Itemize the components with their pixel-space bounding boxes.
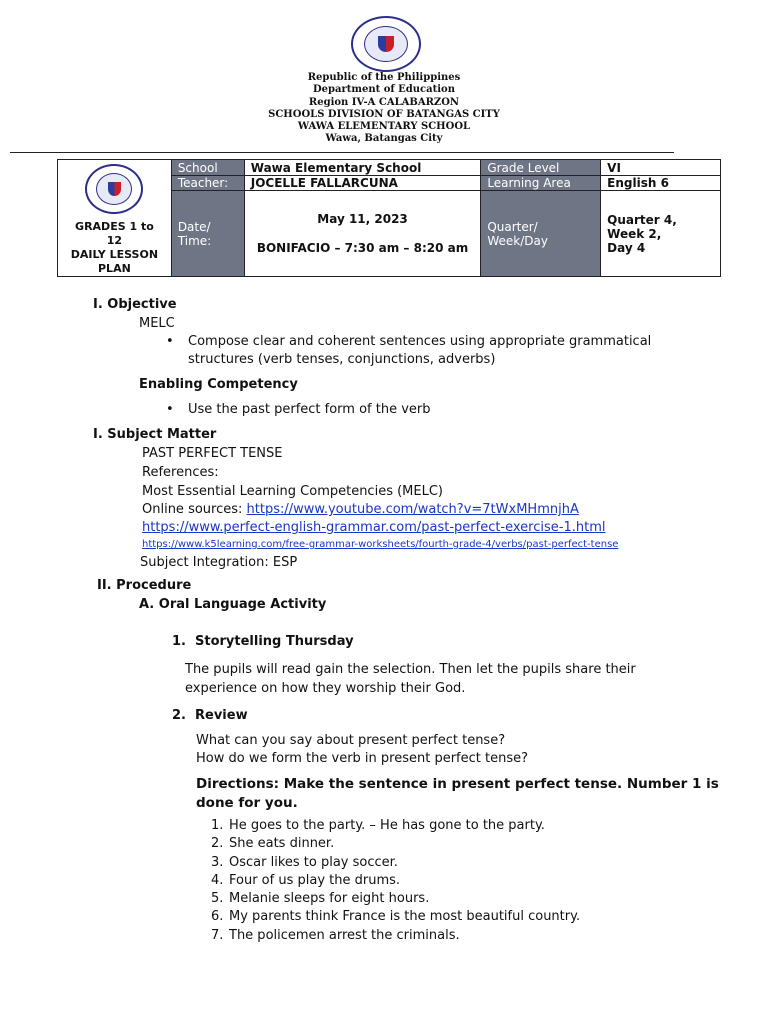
letterhead-line: SCHOOLS DIVISION OF BATANGAS CITY bbox=[268, 108, 500, 120]
references-label: References: bbox=[142, 465, 219, 480]
item2-number: 2. bbox=[172, 708, 186, 723]
online-sources-label: Online sources: bbox=[142, 502, 247, 517]
school-value: Wawa Elementary School bbox=[244, 160, 481, 176]
quarter-label-line: Quarter/ bbox=[487, 219, 538, 234]
shield-icon bbox=[108, 182, 122, 196]
lesson-info-table bbox=[57, 159, 721, 277]
melc-label: MELC bbox=[139, 316, 175, 331]
deped-seal-logo bbox=[351, 16, 421, 72]
time-label: Time: bbox=[177, 233, 212, 248]
k5learning-link[interactable]: https://www.k5learning.com/free-grammar-worksheets/fourth-grade-4/verbs/past-perfect-tense bbox=[142, 539, 619, 550]
exercise-item: 1. He goes to the party. – He has gone to the party. bbox=[211, 818, 545, 833]
storytelling-heading: Storytelling Thursday bbox=[195, 634, 354, 649]
exercise-item: 4. Four of us play the drums. bbox=[211, 872, 401, 888]
exercise-sentence: Four of us play the drums. bbox=[229, 872, 401, 888]
letterhead-line: WAWA ELEMENTARY SCHOOL bbox=[297, 121, 471, 133]
exercise-list bbox=[211, 818, 581, 946]
letterhead-line: Wawa, Batangas City bbox=[325, 133, 443, 145]
area-label: Learning Area bbox=[481, 176, 601, 191]
enabling-label: Enabling Competency bbox=[139, 377, 298, 392]
quarter-value-line: Quarter 4, bbox=[607, 212, 677, 227]
exercise-item: 6. My parents think France is the most beautiful country. bbox=[211, 909, 581, 925]
objective-heading: I. Objective bbox=[93, 297, 177, 312]
area-value: English 6 bbox=[601, 176, 721, 191]
review-question: What can you say about present perfect tense? bbox=[196, 733, 506, 748]
date-time-label bbox=[171, 191, 244, 277]
deped-seal-small bbox=[85, 164, 143, 214]
teacher-value: JOCELLE FALLARCUNA bbox=[244, 176, 481, 191]
storytelling-text: experience on how they worship their God. bbox=[185, 681, 466, 696]
oral-language-heading: A. Oral Language Activity bbox=[139, 597, 327, 612]
time-value: BONIFACIO – 7:30 am – 8:20 am bbox=[256, 240, 469, 255]
topic: PAST PERFECT TENSE bbox=[142, 446, 283, 461]
directions-line: done for you. bbox=[196, 795, 298, 811]
quarter-value-line: Week 2, bbox=[607, 226, 662, 241]
review-heading: Review bbox=[195, 708, 248, 723]
school-label: School bbox=[171, 160, 244, 176]
quarter-label bbox=[481, 191, 601, 277]
exercise-sentence: My parents think France is the most beautiful country. bbox=[229, 909, 581, 925]
teacher-label: Teacher: bbox=[171, 176, 244, 191]
grade-label: Grade Level bbox=[481, 160, 601, 176]
directions-line: Directions: Make the sentence in present perfect tense. Number 1 is bbox=[196, 776, 719, 792]
exercise-sentence: She eats dinner. bbox=[229, 836, 335, 852]
melc-reference: Most Essential Learning Competencies (MELC) bbox=[142, 484, 443, 499]
online-sources bbox=[142, 502, 579, 517]
exercise-item: 3. Oscar likes to play soccer. bbox=[211, 854, 398, 870]
exercise-item: 5. Melanie sleeps for eight hours. bbox=[211, 891, 430, 907]
grammar-exercise-link[interactable]: https://www.perfect-english-grammar.com/past-perfect-exercise-1.html bbox=[142, 520, 606, 535]
melc-bullet-line: • Compose clear and coherent sentences using appropriate grammatical bbox=[188, 334, 651, 349]
shield-icon bbox=[378, 36, 395, 52]
exercise-item: 7. The policemen arrest the criminals. bbox=[211, 927, 460, 943]
exercise-sentence: He goes to the party. – He has gone to the party. bbox=[229, 818, 545, 833]
subject-matter-heading: I. Subject Matter bbox=[93, 427, 217, 442]
letterhead-line: Department of Education bbox=[313, 84, 455, 96]
letterhead bbox=[0, 72, 768, 146]
item1-number: 1. bbox=[172, 634, 186, 649]
melc-bullet-line: structures (verb tenses, conjunctions, adverbs) bbox=[188, 352, 496, 367]
grade-value: VI bbox=[601, 160, 721, 176]
enabling-text: • Use the past perfect form of the verb bbox=[188, 402, 431, 417]
procedure-heading: II. Procedure bbox=[97, 578, 192, 593]
quarter-label-line: Week/Day bbox=[487, 233, 548, 248]
header-divider bbox=[10, 152, 674, 153]
youtube-link[interactable]: https://www.youtube.com/watch?v=7tWxMHmnjhA bbox=[246, 502, 579, 517]
plan-title-cell bbox=[58, 160, 172, 277]
date-value: May 11, 2023 bbox=[317, 211, 408, 226]
quarter-value bbox=[601, 191, 721, 277]
exercise-sentence: Melanie sleeps for eight hours. bbox=[229, 891, 430, 907]
plan-title-line: GRADES 1 to bbox=[75, 220, 154, 233]
exercise-sentence: Oscar likes to play soccer. bbox=[229, 854, 398, 870]
subject-integration: Subject Integration: ESP bbox=[140, 555, 298, 570]
plan-title-line: 12 bbox=[106, 234, 123, 247]
date-label: Date/ bbox=[177, 219, 211, 234]
exercise-sentence: The policemen arrest the criminals. bbox=[229, 927, 460, 943]
letterhead-line: Region IV-A CALABARZON bbox=[308, 96, 460, 108]
exercise-item: 2. She eats dinner. bbox=[211, 836, 335, 852]
review-question: How do we form the verb in present perfect tense? bbox=[196, 751, 529, 766]
plan-title-line: PLAN bbox=[98, 262, 131, 275]
letterhead-line: Republic of the Philippines bbox=[307, 72, 461, 83]
date-time-value bbox=[244, 191, 481, 277]
quarter-value-line: Day 4 bbox=[607, 240, 646, 255]
storytelling-text: The pupils will read gain the selection. Then let the pupils share their bbox=[185, 662, 636, 677]
plan-title-line: DAILY LESSON bbox=[70, 248, 159, 261]
